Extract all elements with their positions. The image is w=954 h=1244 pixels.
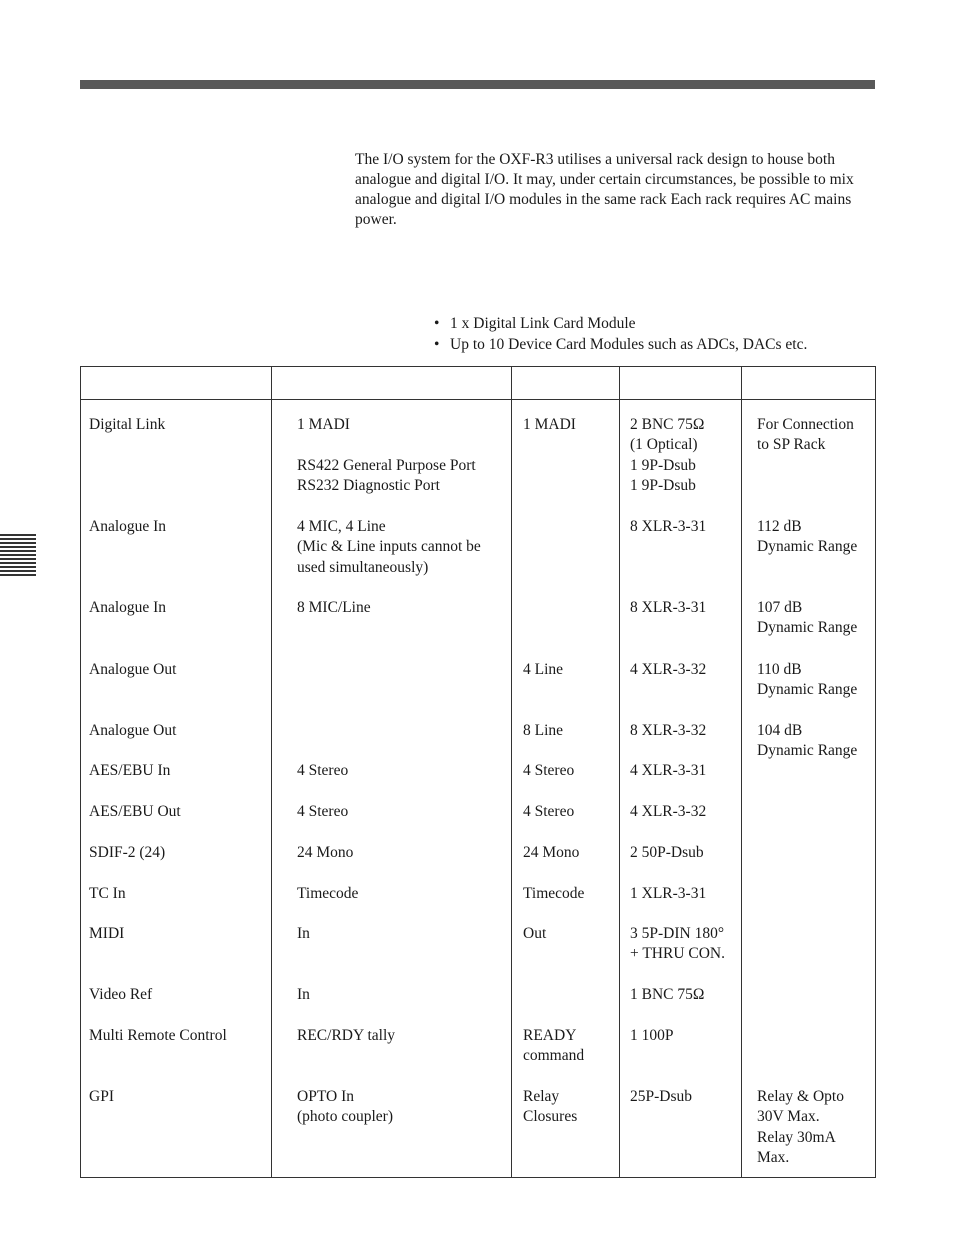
table-cell-inputs: 4 MIC, 4 Line — [297, 518, 386, 535]
table-cell-notes: 107 dB — [757, 599, 803, 616]
table-cell-module: TC In — [89, 885, 126, 902]
table-cell-outputs: 4 Stereo — [523, 803, 575, 820]
table-cell-inputs: OPTO In — [297, 1088, 354, 1105]
table-cell-notes: 104 dB — [757, 722, 803, 739]
table-cell-module: AES/EBU Out — [89, 803, 181, 820]
table-cell-inputs: Timecode — [297, 885, 359, 902]
header-rule — [80, 80, 875, 89]
table-cell-inputs: 24 Mono — [297, 844, 354, 861]
bullet-text: 1 x Digital Link Card Module — [450, 315, 636, 332]
table-cell-inputs: (photo coupler) — [297, 1108, 393, 1126]
bullet-dot: • — [434, 336, 440, 353]
table-cell-notes: Max. — [757, 1149, 790, 1167]
table-cell-outputs: 1 MADI — [523, 416, 576, 433]
table-cell-module: GPI — [89, 1088, 114, 1105]
table-cell-notes: For Connection — [757, 416, 854, 433]
table-body-row — [81, 400, 876, 1178]
table-cell-notes: Dynamic Range — [757, 681, 858, 699]
table-cell-module: Analogue Out — [89, 661, 177, 678]
table-cell-notes: Dynamic Range — [757, 742, 858, 760]
header-connectors — [620, 367, 742, 400]
table-cell-connectors: (1 Optical) — [630, 436, 698, 454]
table-cell-connectors: 1 9P-Dsub — [630, 477, 696, 495]
table-cell-outputs: 8 Line — [523, 722, 564, 739]
table-cell-outputs: Out — [523, 925, 547, 942]
table-cell-inputs: 1 MADI — [297, 416, 350, 433]
table-cell-inputs: RS232 Diagnostic Port — [297, 477, 440, 495]
table-cell-inputs: 8 MIC/Line — [297, 599, 371, 616]
header-outputs — [512, 367, 620, 400]
table-cell-inputs: In — [297, 986, 310, 1003]
table-cell-inputs: 4 Stereo — [297, 803, 349, 820]
table-header-row — [81, 367, 876, 400]
table-cell-module: Video Ref — [89, 986, 153, 1003]
table-cell-outputs: 4 Line — [523, 661, 564, 678]
outputs-column — [512, 400, 620, 1178]
bullet-text: Up to 10 Device Card Modules such as ADCs, DACs etc. — [450, 336, 808, 353]
table-cell-inputs: (Mic & Line inputs cannot be — [297, 538, 481, 556]
table-cell-notes: Relay & Opto — [757, 1088, 844, 1105]
table-cell-outputs: 4 Stereo — [523, 762, 575, 779]
table-cell-inputs: In — [297, 925, 310, 942]
table-cell-inputs: RS422 General Purpose Port — [297, 456, 476, 474]
table-cell-connectors: 4 XLR-3-31 — [630, 762, 707, 779]
table-cell-module: Analogue In — [89, 518, 167, 535]
table-cell-connectors: 1 100P — [630, 1027, 674, 1044]
notes-column — [742, 400, 876, 1178]
table-cell-module: Analogue Out — [89, 722, 177, 739]
header-module — [81, 367, 272, 400]
table-cell-connectors: 3 5P-DIN 180° — [630, 925, 725, 942]
table-cell-connectors: 4 XLR-3-32 — [630, 661, 707, 678]
table-cell-module: Analogue In — [89, 599, 167, 616]
table-cell-module: AES/EBU In — [89, 762, 171, 779]
table-cell-connectors: 25P-Dsub — [630, 1088, 693, 1105]
intro-paragraph: The I/O system for the OXF-R3 utilises a universal rack design to house both analogue and digital I/O. It may, under certain circumstances, be possible to mix analogue and digital I/O modules in the same rack Each rack requires AC mains power. — [355, 151, 854, 228]
table-cell-notes: 30V Max. — [757, 1108, 820, 1126]
bullet-item — [434, 313, 807, 334]
table-cell-module: MIDI — [89, 925, 125, 942]
table-cell-notes: Dynamic Range — [757, 538, 858, 556]
table-cell-connectors: 1 BNC 75Ω — [630, 986, 705, 1003]
bullet-dot: • — [434, 315, 440, 332]
table-cell-connectors: 2 BNC 75Ω — [630, 416, 705, 433]
table-cell-connectors: 2 50P-Dsub — [630, 844, 704, 861]
table-cell-connectors: 1 9P-Dsub — [630, 456, 696, 474]
io-module-table — [80, 366, 876, 1178]
section-tab-marker — [0, 534, 36, 578]
table-cell-connectors: 8 XLR-3-31 — [630, 599, 707, 616]
table-cell-notes: to SP Rack — [757, 436, 826, 454]
table-cell-connectors: 8 XLR-3-32 — [630, 722, 707, 739]
connectors-column — [620, 400, 742, 1178]
table-cell-notes: Relay 30mA — [757, 1128, 836, 1146]
bullet-item — [434, 334, 807, 355]
module-column — [81, 400, 272, 1178]
table-cell-connectors: 1 XLR-3-31 — [630, 885, 707, 902]
table-cell-module: SDIF-2 (24) — [89, 844, 166, 861]
table-cell-outputs: Closures — [523, 1108, 578, 1126]
table-cell-notes: 110 dB — [757, 661, 802, 678]
table-cell-outputs: command — [523, 1047, 585, 1065]
header-inputs — [272, 367, 512, 400]
table-cell-connectors: 8 XLR-3-31 — [630, 518, 707, 535]
table-cell-connectors: + THRU CON. — [630, 945, 726, 963]
table-cell-inputs: 4 Stereo — [297, 762, 349, 779]
table-cell-inputs: REC/RDY tally — [297, 1027, 396, 1044]
table-cell-outputs: READY — [523, 1027, 577, 1044]
table-cell-outputs: Relay — [523, 1088, 560, 1105]
table-cell-notes: Dynamic Range — [757, 619, 858, 637]
table-cell-module: Digital Link — [89, 416, 166, 433]
bullet-list — [434, 313, 807, 355]
inputs-column — [272, 400, 512, 1178]
table-cell-connectors: 4 XLR-3-32 — [630, 803, 707, 820]
table-cell-outputs: Timecode — [523, 885, 585, 902]
header-notes — [742, 367, 876, 400]
table-cell-outputs: 24 Mono — [523, 844, 580, 861]
table-cell-module: Multi Remote Control — [89, 1027, 227, 1044]
table-cell-inputs: used simultaneously) — [297, 558, 429, 576]
table-cell-notes: 112 dB — [757, 518, 802, 535]
